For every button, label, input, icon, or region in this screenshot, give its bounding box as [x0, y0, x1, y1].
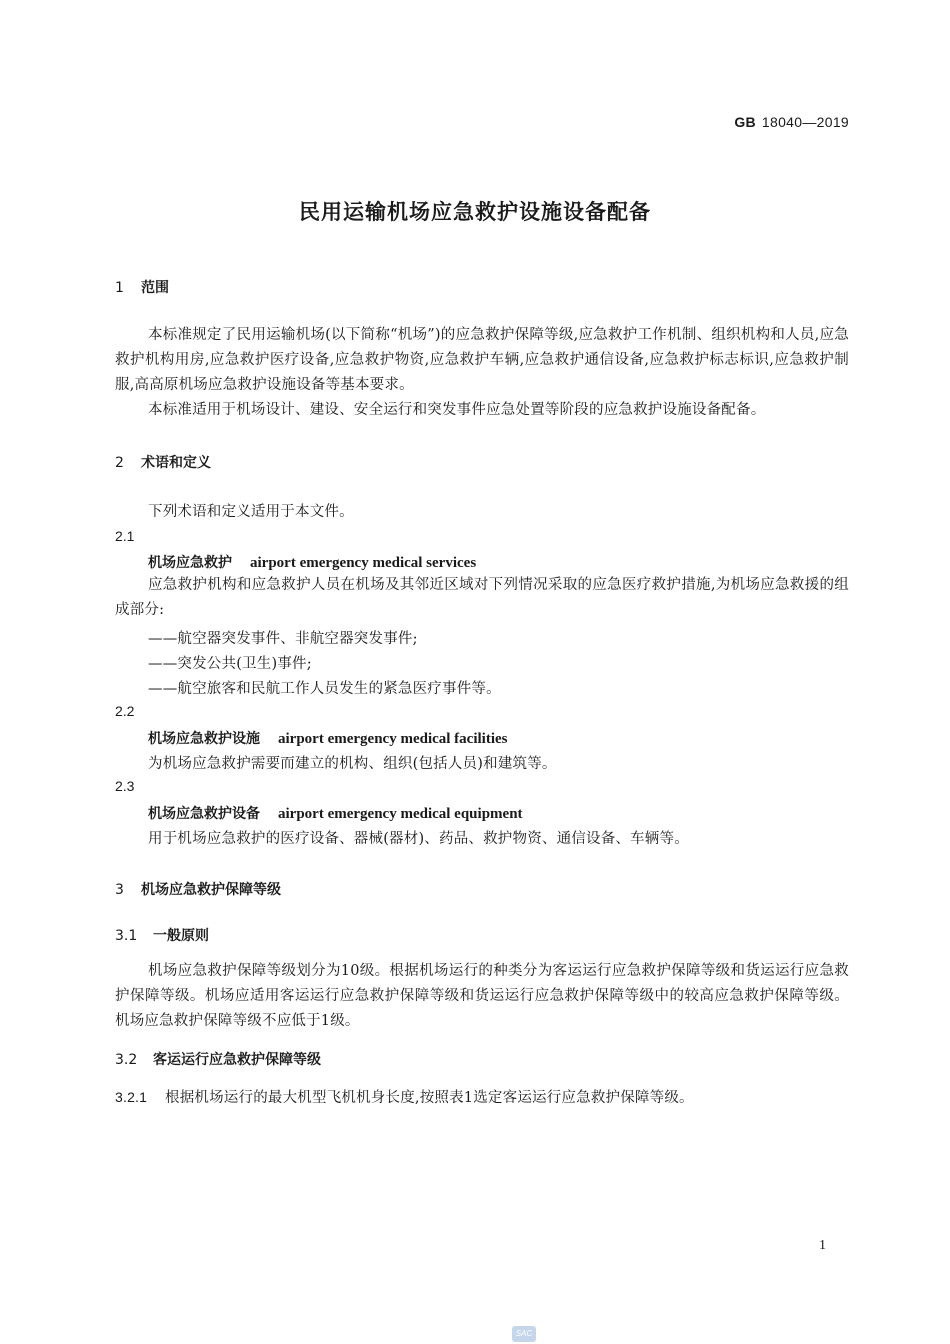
section-title: 一般原则 [153, 928, 209, 944]
terms-intro: 下列术语和定义适用于本文件。 [148, 504, 354, 520]
page-number: 1 [819, 1238, 826, 1253]
section-title: 机场应急救护保障等级 [141, 882, 281, 898]
term-zh: 机场应急救护设备 [148, 806, 260, 822]
term-2-3 [148, 803, 523, 823]
clause-2-3-number: 2.3 [115, 778, 135, 794]
clause-text: 根据机场运行的最大机型飞机机身长度,按照表1选定客运运行应急救护保障等级。 [165, 1090, 694, 1106]
term-2-1 [148, 552, 476, 572]
section-title: 术语和定义 [141, 455, 211, 471]
section-number: 2 [115, 455, 124, 471]
section-number: 1 [115, 280, 124, 296]
section-number: 3 [115, 882, 124, 898]
list-item: ——突发公共(卫生)事件; [148, 656, 312, 672]
clause-number: 3.2.1 [115, 1089, 148, 1105]
standard-prefix: GB [734, 114, 756, 130]
term-2-2-definition: 为机场应急救护需要而建立的机构、组织(包括人员)和建筑等。 [148, 756, 557, 772]
section-3-2-heading [115, 1049, 321, 1069]
term-en: airport emergency medical equipment [278, 806, 523, 822]
section-number: 3.1 [115, 928, 138, 944]
watermark-text: SAC [515, 1329, 533, 1338]
section-1-heading [115, 277, 169, 297]
list-item: ——航空器突发事件、非航空器突发事件; [148, 631, 418, 647]
scope-paragraph-2: 本标准适用于机场设计、建设、安全运行和突发事件应急处置等阶段的应急救护设施设备配备。 [148, 402, 766, 418]
term-zh: 机场应急救护 [148, 555, 232, 571]
list-item: ——航空旅客和民航工作人员发生的紧急医疗事件等。 [148, 681, 501, 697]
scope-paragraph-1: 本标准规定了民用运输机场(以下简称“机场”)的应急救护保障等级,应急救护工作机制、组织机构和人员,应急救护机构用房,应急救护医疗设备,应急救护物资,应急救护车辆,应急救护通信设备,应急救护标志标识,应急救护制服,高高原机场应急救护设施设备等基本要求。 [115, 327, 849, 393]
term-2-2 [148, 728, 508, 748]
term-2-1-definition: 应急救护机构和应急救护人员在机场及其邻近区域对下列情况采取的应急医疗救护措施,为机场应急救援的组成部分: [115, 577, 849, 618]
sac-watermark-logo [512, 1326, 536, 1342]
section-title: 客运运行应急救护保障等级 [153, 1052, 321, 1068]
section-3-heading [115, 879, 281, 899]
section-2-heading [115, 452, 211, 472]
document-title: 民用运输机场应急救护设施设备配备 [299, 200, 651, 224]
general-principle-paragraph: 机场应急救护保障等级划分为10级。根据机场运行的种类分为客运运行应急救护保障等级和货运运行应急救护保障等级。机场应适用客运运行应急救护保障等级和货运运行应急救护保障等级中的较高应急救护保障等级。机场应急救护保障等级不应低于1级。 [115, 963, 849, 1029]
standard-number: 18040—2019 [761, 114, 849, 130]
standard-code [734, 114, 849, 130]
clause-3-2-1 [115, 1086, 694, 1107]
term-zh: 机场应急救护设施 [148, 731, 260, 747]
clause-2-1-number: 2.1 [115, 528, 135, 544]
section-number: 3.2 [115, 1052, 138, 1068]
term-2-3-definition: 用于机场应急救护的医疗设备、器械(器材)、药品、救护物资、通信设备、车辆等。 [148, 831, 689, 847]
term-en: airport emergency medical services [250, 555, 477, 571]
section-title: 范围 [141, 280, 169, 296]
clause-2-2-number: 2.2 [115, 703, 135, 719]
term-en: airport emergency medical facilities [278, 731, 508, 747]
section-3-1-heading [115, 925, 209, 945]
